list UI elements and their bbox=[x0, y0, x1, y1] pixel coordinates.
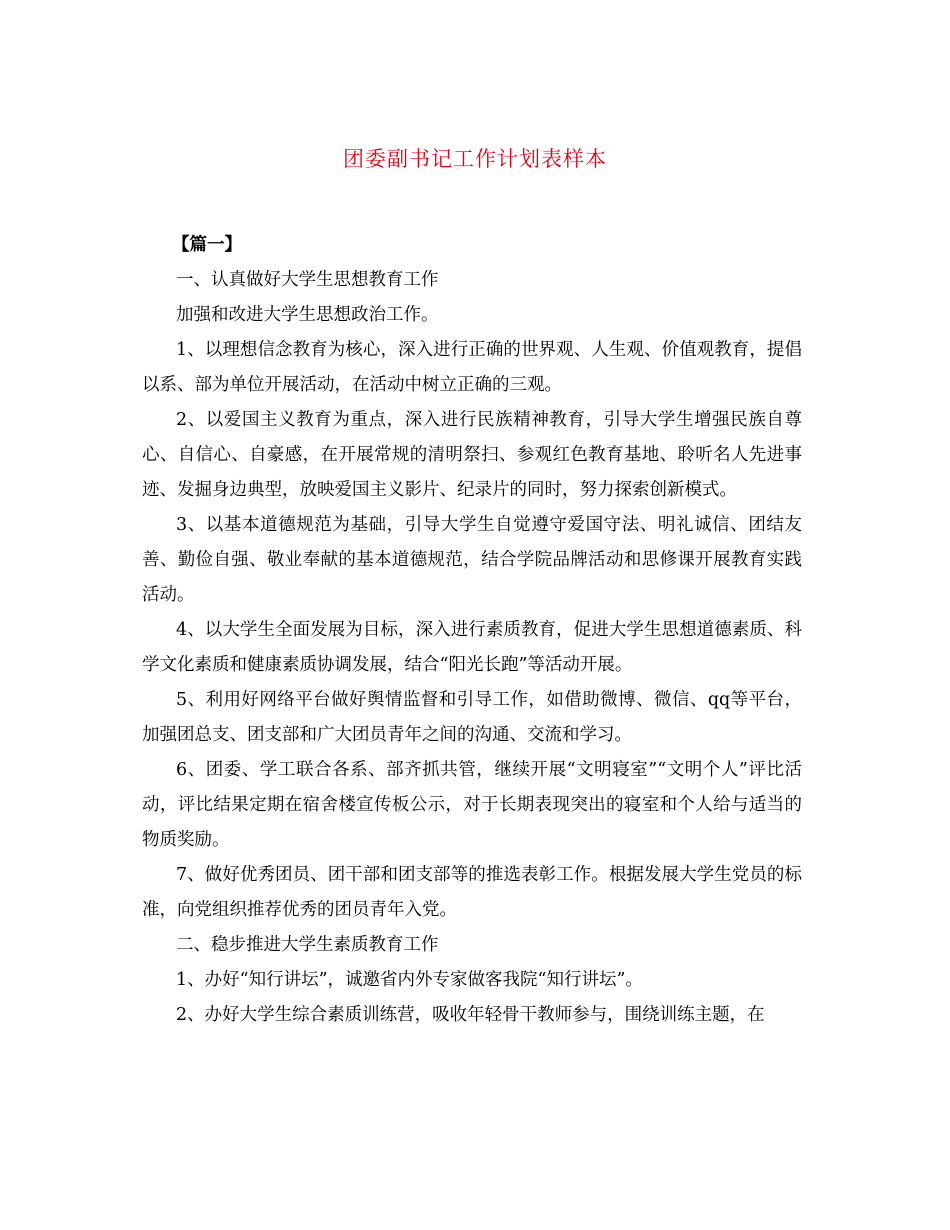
paragraph: 1、办好“知行讲坛”，诚邀省内外专家做客我院“知行讲坛”。 bbox=[176, 970, 643, 990]
paragraph: 6、团委、学工联合各系、部齐抓共管，继续开展“文明寝室”“文明个人”评比活动，评比结果定期在宿舍楼宣传板公示，对于长期表现突出的寝室和个人给与适当的物质奖励。 bbox=[142, 760, 802, 850]
section-heading: 二、稳步推进大学生素质教育工作 bbox=[176, 935, 439, 955]
paragraph: 5、利用好网络平台做好舆情监督和引导工作，如借助微博、微信、qq等平台，加强团总支、团支部和广大团员青年之间的沟通、交流和学习。 bbox=[142, 690, 802, 745]
paragraph: 2、以爱国主义教育为重点，深入进行民族精神教育，引导大学生增强民族自尊心、自信心、自豪感，在开展常规的清明祭扫、参观红色教育基地、聆听名人先进事迹、发掘身边典型，放映爱国主义影片、纪录片的同时，努力探索创新模式。 bbox=[142, 410, 802, 500]
section-heading: 一、认真做好大学生思想教育工作 bbox=[176, 270, 439, 290]
paragraph: 3、以基本道德规范为基础，引导大学生自觉遵守爱国守法、明礼诚信、团结友善、勤俭自强、敬业奉献的基本道德规范，结合学院品牌活动和思修课开展教育实践活动。 bbox=[142, 515, 802, 605]
paragraph: 2、办好大学生综合素质训练营，吸收年轻骨干教师参与，围绕训练主题，在 bbox=[176, 1005, 765, 1025]
paragraph: 4、以大学生全面发展为目标，深入进行素质教育，促进大学生思想道德素质、科学文化素质和健康素质协调发展，结合“阳光长跑”等活动开展。 bbox=[142, 620, 802, 675]
document-body bbox=[142, 228, 802, 1033]
paragraph: 1、以理想信念教育为核心，深入进行正确的世界观、人生观、价值观教育，提倡以系、部为单位开展活动，在活动中树立正确的三观。 bbox=[142, 340, 802, 395]
paragraph: 加强和改进大学生思想政治工作。 bbox=[176, 305, 439, 325]
section-label: 【篇一】 bbox=[172, 235, 242, 255]
document-title: 团委副书记工作计划表样本 bbox=[343, 147, 607, 171]
paragraph: 7、做好优秀团员、团干部和团支部等的推选表彰工作。根据发展大学生党员的标准，向党组织推荐优秀的团员青年入党。 bbox=[142, 865, 802, 920]
